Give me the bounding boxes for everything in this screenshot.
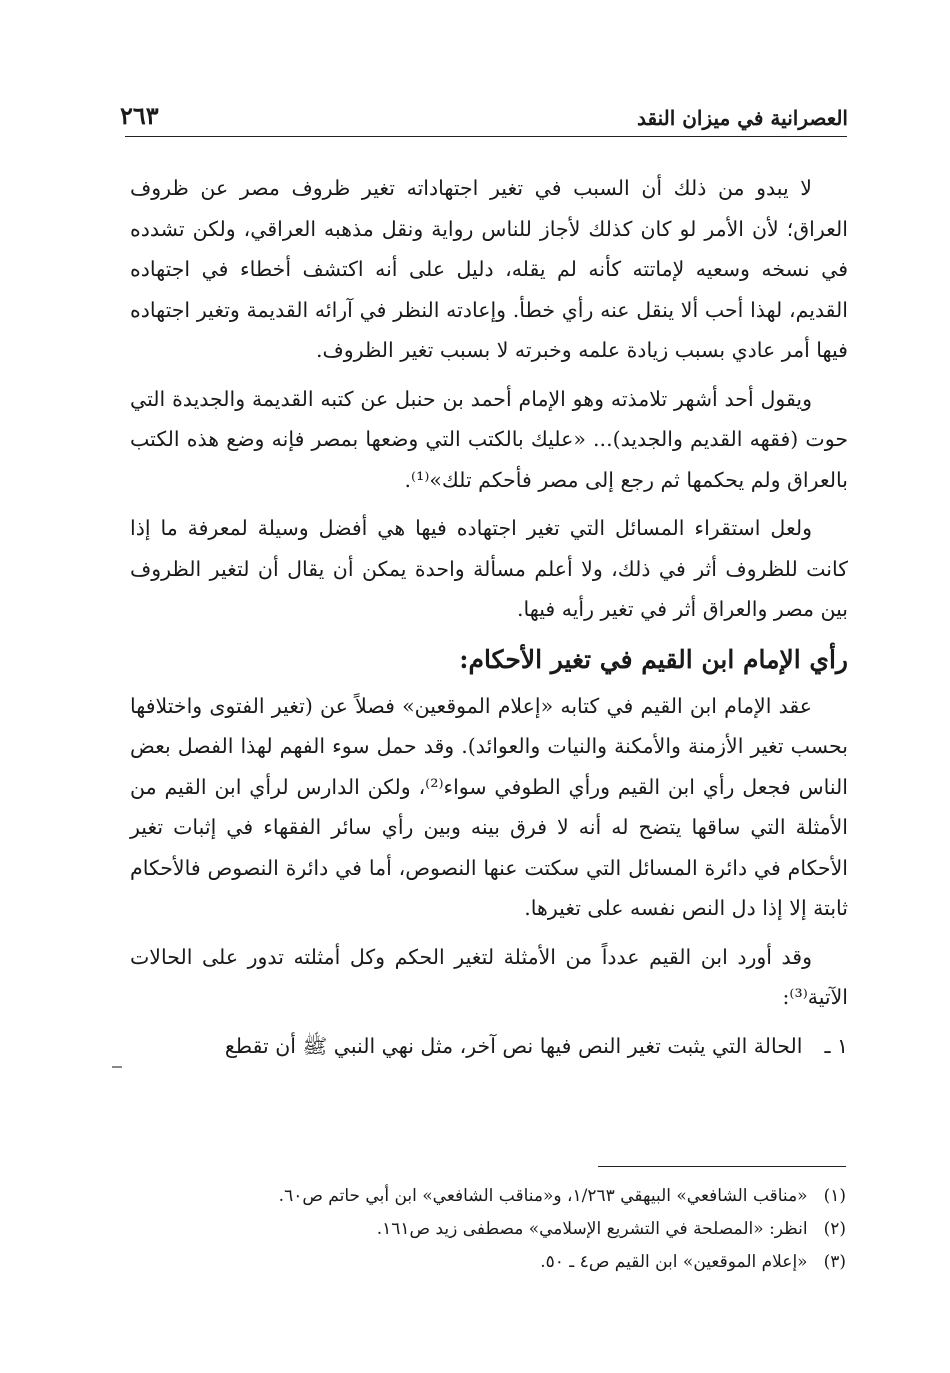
section-heading: رأي الإمام ابن القيم في تغير الأحكام:	[459, 644, 848, 674]
paragraph-2: ويقول أحد أشهر تلامذته وهو الإمام أحمد بن حنبل عن كتبه القديمة والجديدة التي حوت (فقهه القديم والجديد)... «عليك بالكتب التي وضعها بمصر فإنه وضع هذه الكتب بالعراق ولم يحكمها ثم رجع إلى مصر فأحكم تلك»⁽¹⁾.	[130, 386, 848, 492]
footnote	[130, 1213, 846, 1246]
header-rule	[125, 136, 847, 137]
body-text	[130, 168, 848, 1066]
paragraph-3: ولعل استقراء المسائل التي تغير اجتهاده فيها هي أفضل وسيلة لمعرفة ما إذا كانت للظروف أثر في ذلك، ولا أعلم مسألة واحدة يمكن أن يقال أن لتغير الظروف بين مصر والعراق أثر في تغير رأيه فيها.	[130, 516, 848, 621]
footnote-number: (٣)	[823, 1252, 846, 1272]
footnote	[130, 1246, 846, 1279]
page-header	[120, 96, 848, 136]
list-item-number: ١ ـ	[824, 1033, 848, 1058]
footnote-number: (٢)	[823, 1219, 846, 1239]
footnote-text: «إعلام الموقعين» ابن القيم ص٤ ـ ٥٠.	[540, 1252, 808, 1272]
footnotes	[130, 1180, 846, 1279]
paragraph-4: عقد الإمام ابن القيم في كتابه «إعلام الموقعين» فصلاً عن (تغير الفتوى واختلافها بحسب تغير الأزمنة والأمكنة والنيات والعوائد). وقد حمل سوء الفهم لهذا الفصل بعض الناس فجعل رأي ابن القيم ورأي الطوفي سواء⁽²⁾، ولكن الدارس لرأي ابن القيم من الأمثلة التي ساقها يتضح له أنه لا فرق بينه وبين رأي سائر الفقهاء في إثبات تغير الأحكام في دائرة المسائل التي سكتت عنها النصوص، أما في دائرة النصوص فالأحكام ثابتة إلا إذا دل النص نفسه على تغيرها.	[130, 693, 848, 920]
page-number: ٢٦٣	[120, 101, 159, 130]
footnote-text: انظر: «المصلحة في التشريع الإسلامي» مصطفى زيد ص١٦١.	[376, 1219, 808, 1239]
footnote-rule	[598, 1166, 846, 1167]
footnote-text: «مناقب الشافعي» البيهقي ١/٢٦٣، و«مناقب الشافعي» ابن أبي حاتم ص٦٠.	[278, 1186, 808, 1206]
margin-mark	[112, 1066, 122, 1068]
paragraph-1: لا يبدو من ذلك أن السبب في تغير اجتهاداته تغير ظروف مصر عن ظروف العراق؛ لأن الأمر لو كان كذلك لأجاز للناس رواية ونقل مذهبه العراقي، ولكن تشدده في نسخه وسعيه لإماتته كأنه لم يقله، دليل على أنه اكتشف أخطاء في اجتهاده القديم، لهذا أحب ألا ينقل عنه رأي خطأ. وإعادته النظر في آرائه القديمة وتغير اجتهاده فيها أمر عادي بسبب زيادة علمه وخبرته لا بسبب تغير الظروف.	[130, 176, 848, 362]
paragraph-5: وقد أورد ابن القيم عدداً من الأمثلة لتغير الحكم وكل أمثلته تدور على الحالات الآتية⁽³⁾:	[130, 944, 848, 1009]
footnote	[130, 1180, 846, 1213]
running-title: العصرانية في ميزان النقد	[636, 106, 848, 130]
list-item-text: الحالة التي يثبت تغير النص فيها نص آخر، مثل نهي النبي ﷺ أن تقطع	[224, 1033, 803, 1058]
list-item	[130, 1026, 848, 1067]
footnote-number: (١)	[823, 1186, 846, 1206]
